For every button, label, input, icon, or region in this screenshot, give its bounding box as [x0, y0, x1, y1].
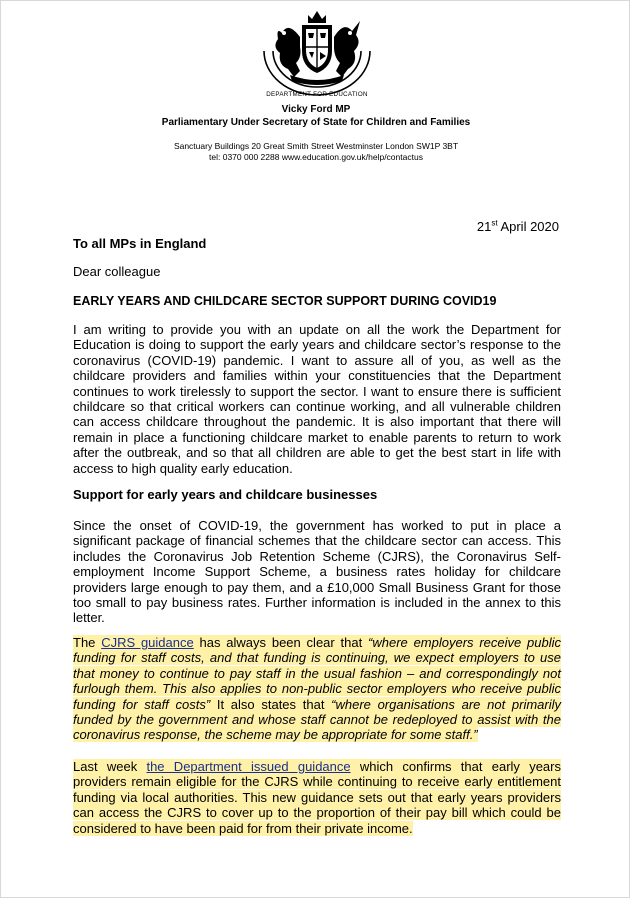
cjrs-guidance-paragraph: [73, 635, 561, 743]
support-paragraph: Since the onset of COVID-19, the government has worked to put in place a significant package of financial schemes that the childcare sector can access. This includes the Coronavirus Job Retention Scheme (CJRS), the Coronavirus Self-employment Income Support Scheme, a business rates holiday for childcare providers large enough to pay them, and a £10,000 Small Business Grant for those too small to pay business rates. Further information is included in the annex to this letter.: [73, 518, 561, 626]
letter-date: [477, 219, 559, 234]
cjrs-mid-text-2: It also states that: [210, 696, 332, 712]
intro-paragraph: I am writing to provide you with an update on all the work the Department for Education is doing to support the early years and childcare sector’s response to the coronavirus (COVID-19) pandemic. I want to assure all of you, as well as the childcare providers and families within your constituencies that the Department continues to work tirelessly to support the sector. I want to ensure there is sufficient childcare so that critical workers can continue working, and all vulnerable children can access childcare throughout the pandemic. It is also important that there will remain in place a functioning childcare market to enable parents to return to work after the outbreak, and so that all children are able to get the best start in life with access to high quality early education.: [73, 322, 561, 476]
subject-heading: EARLY YEARS AND CHILDCARE SECTOR SUPPORT DURING COVID19: [73, 294, 497, 308]
date-day: 21: [476, 219, 492, 234]
salutation: Dear colleague: [73, 264, 161, 279]
guidance-rest-text: which confirms that early years providers remain eligible for the CJRS while continuing to receive early entitlement funding via local authorities. This new guidance sets out that early years providers can access the CJRS to cover up to the proportion of their pay bill which could be considered to have been paid for from their private income.: [73, 759, 561, 836]
cjrs-guidance-link[interactable]: CJRS guidance: [101, 635, 194, 650]
seal-caption: DEPARTMENT FOR EDUCATION: [266, 91, 368, 98]
cjrs-mid-text: has always been clear that: [193, 635, 369, 650]
cjrs-quote-1: “where employers receive public funding for staff costs, and that funding is continuing, we expect employers to use that money to continue to pay staff in the usual fashion – and correspondingly not furlough them. This also applies to non-public sector employers who receive public funding for staff costs”: [73, 635, 562, 712]
minister-name: Vicky Ford MP: [281, 104, 351, 115]
cjrs-lead-text: The: [73, 635, 102, 650]
date-month-year: April 2020: [500, 219, 559, 234]
recipient-line: To all MPs in England: [73, 236, 207, 251]
department-guidance-link[interactable]: the Department issued guidance: [146, 759, 351, 774]
department-for-education-crest: [256, 7, 378, 99]
cjrs-quote-2: “where organisations are not primarily funded by the government and whose staff cannot be redeployed to assist with the coronavirus response, the scheme may be appropriate for some staff.”: [73, 696, 561, 743]
date-suffix: st: [491, 218, 498, 228]
contact-details: tel: 0370 000 2288 www.education.gov.uk/help/contactus: [209, 152, 423, 162]
department-guidance-paragraph: [73, 759, 561, 836]
minister-role: Parliamentary Under Secretary of State for Children and Families: [161, 117, 471, 128]
section-heading: Support for early years and childcare businesses: [73, 487, 378, 502]
postal-address: Sanctuary Buildings 20 Great Smith Street Westminster London SW1P 3BT: [173, 141, 459, 151]
guidance-lead-text: Last week: [73, 759, 147, 774]
